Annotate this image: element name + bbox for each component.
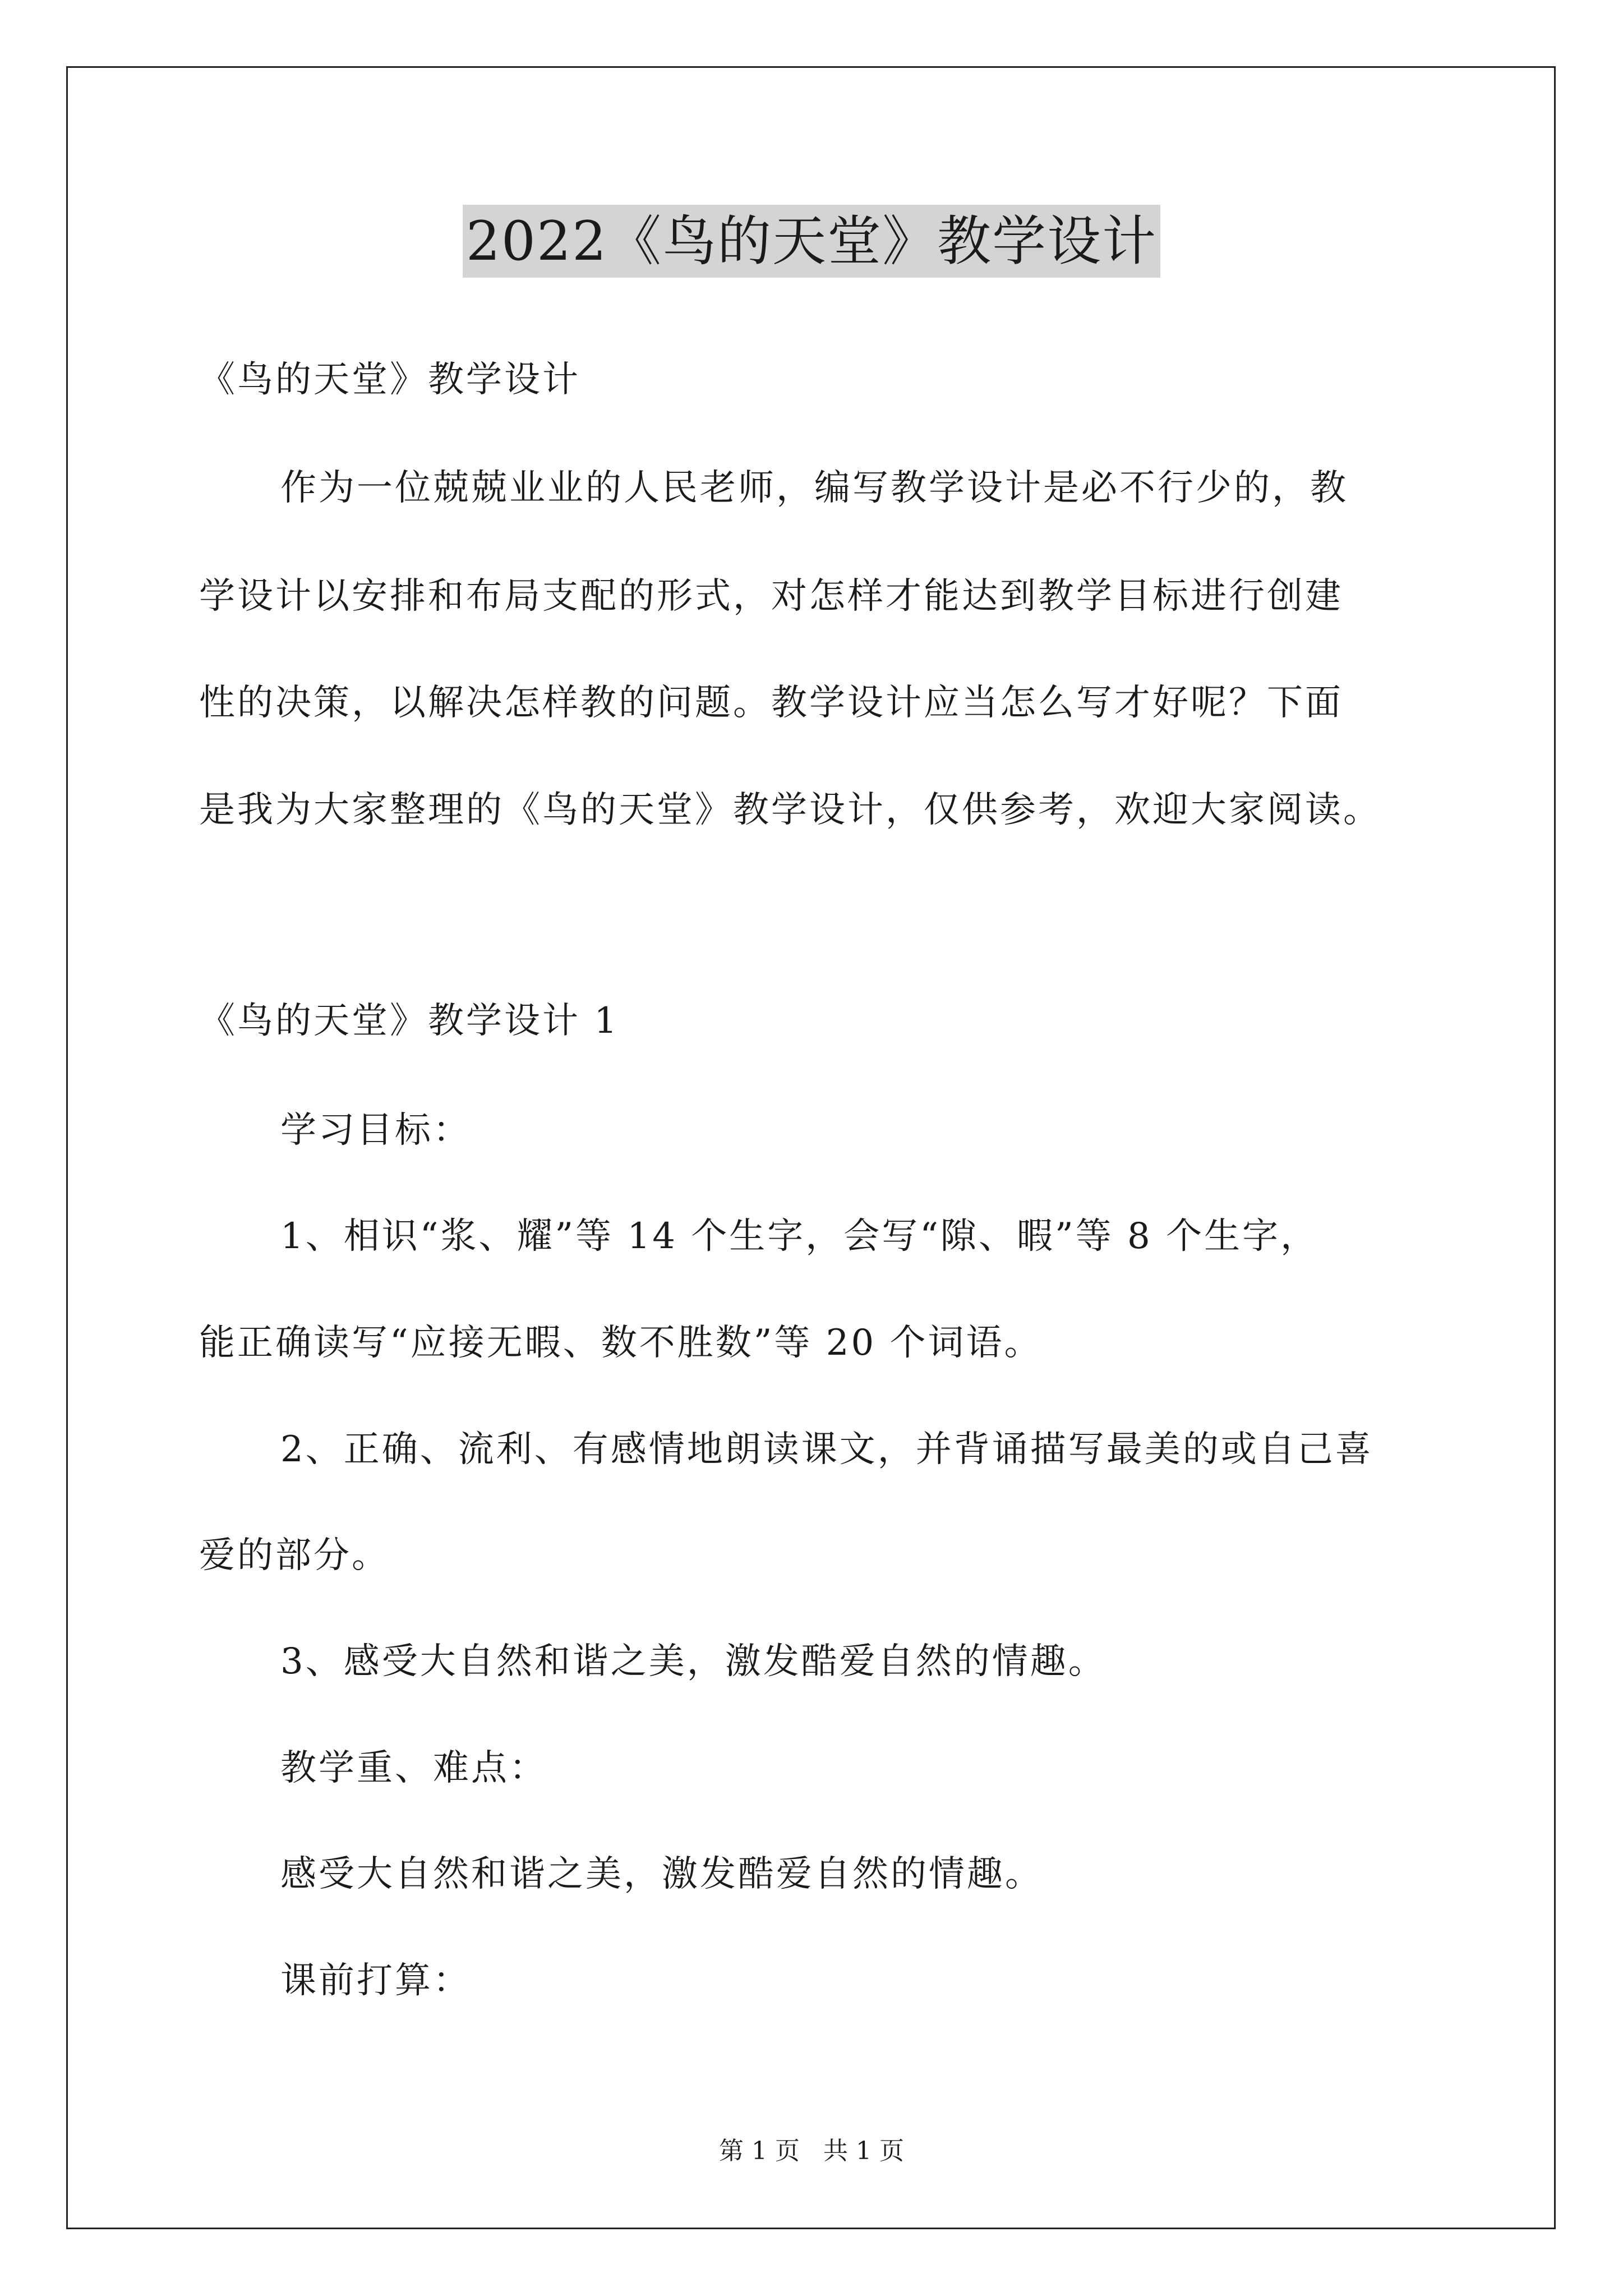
document-title xyxy=(0,205,1623,278)
intro-line-4: 是我为大家整理的《鸟的天堂》教学设计，仅供参考，欢迎大家阅读。 xyxy=(199,789,1381,831)
section-heading: 《鸟的天堂》教学设计 1 xyxy=(199,1000,620,1042)
intro-line-2: 学设计以安排和布局支配的形式，对怎样才能达到教学目标进行创建 xyxy=(199,576,1343,617)
goal-1-line-2: 能正确读写“应接无暇、数不胜数”等 20 个词语。 xyxy=(199,1322,1043,1364)
intro-line-3: 性的决策，以解决怎样教的问题。教学设计应当怎么写才好呢？下面 xyxy=(199,682,1343,724)
goal-2-line-2: 爱的部分。 xyxy=(199,1535,390,1576)
key-points-label: 教学重、难点： xyxy=(280,1747,547,1789)
prep-label: 课前打算： xyxy=(280,1960,471,2001)
goal-1-line-1: 1、相识“浆、耀”等 14 个生字，会写“隙、暇”等 8 个生字， xyxy=(280,1216,1319,1257)
subtitle: 《鸟的天堂》教学设计 xyxy=(199,359,580,401)
document-title-text: 2022《鸟的天堂》教学设计 xyxy=(463,205,1160,278)
goal-2-line-1: 2、正确、流利、有感情地朗读课文，并背诵描写最美的或自己喜 xyxy=(280,1429,1373,1470)
intro-line-1: 作为一位兢兢业业的人民老师，编写教学设计是必不行少的，教 xyxy=(280,467,1348,509)
goal-3: 3、感受大自然和谐之美，激发酷爱自然的情趣。 xyxy=(280,1641,1106,1682)
page-footer: 第 1 页 共 1 页 xyxy=(719,2137,904,2165)
key-points-text: 感受大自然和谐之美，激发酷爱自然的情趣。 xyxy=(280,1853,1043,1895)
goals-label: 学习目标： xyxy=(280,1110,471,1151)
